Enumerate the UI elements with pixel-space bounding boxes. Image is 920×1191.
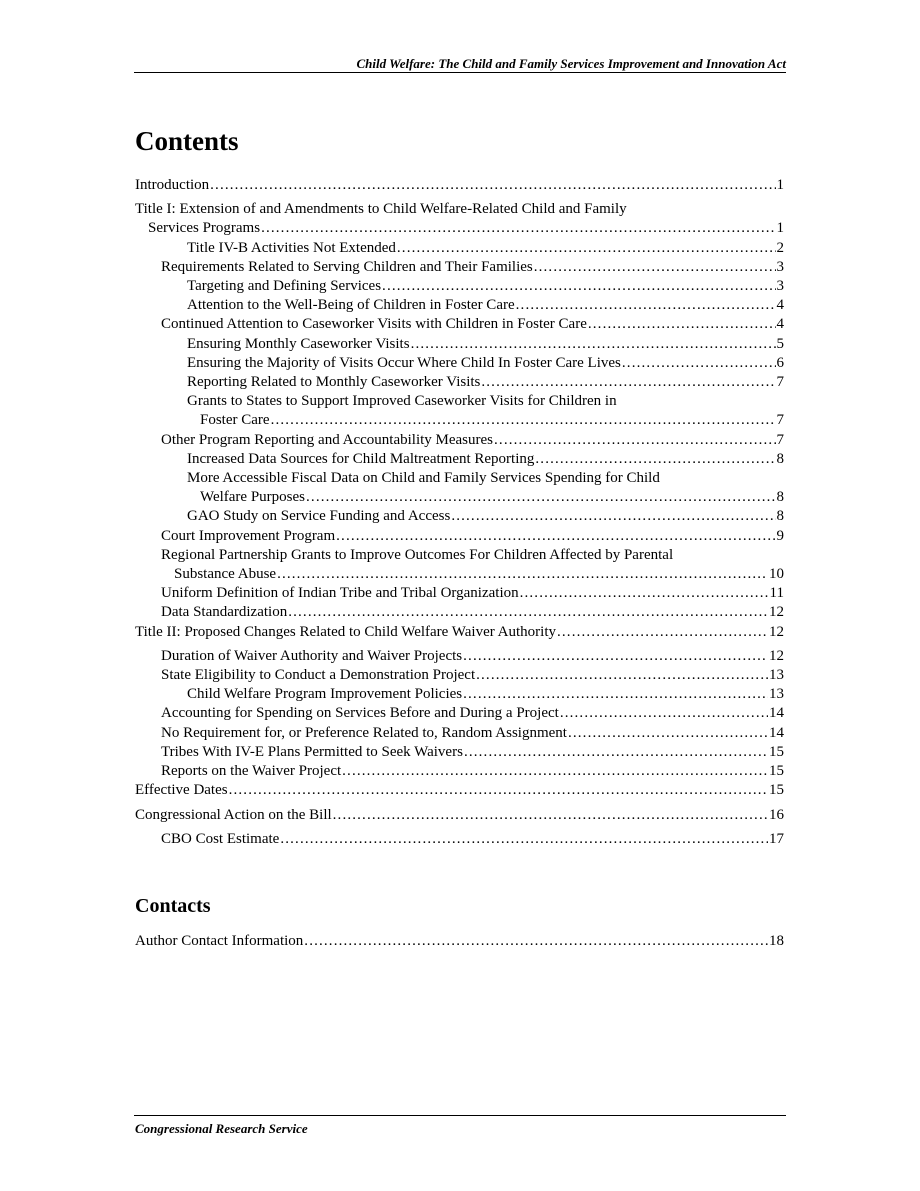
dot-leader: [622, 354, 776, 373]
toc-entry[interactable]: [135, 685, 784, 704]
toc-page-number: 17: [769, 830, 784, 847]
toc-entry[interactable]: [135, 546, 784, 584]
toc-entry[interactable]: [135, 724, 784, 743]
dot-leader: [588, 315, 776, 334]
toc-page-number: 11: [769, 585, 784, 602]
toc-page-number: 14: [769, 724, 784, 741]
toc-entry[interactable]: [135, 704, 784, 723]
toc-page-number: 10: [769, 566, 784, 583]
dot-leader: [476, 666, 768, 685]
dot-leader: [288, 603, 768, 622]
toc-entry-title: Continued Attention to Caseworker Visits with Children in Foster Care: [161, 316, 587, 333]
toc-entry-title: Court Improvement Program: [161, 527, 336, 544]
header-rule: [134, 72, 786, 73]
toc-page-number: 7: [776, 412, 784, 429]
toc-entry-title: Substance Abuse: [174, 566, 277, 583]
dot-leader: [306, 488, 775, 507]
dot-leader: [280, 830, 768, 849]
toc-entry-title: Reports on the Waiver Project: [161, 763, 342, 780]
toc-page-number: 15: [769, 743, 784, 760]
toc-entry-title: Title I: Extension of and Amendments to Child Welfare-Related Child and Family: [135, 201, 627, 218]
toc-entry-title: Grants to States to Support Improved Caseworker Visits for Children in: [187, 393, 617, 410]
toc-entry-title: No Requirement for, or Preference Related to, Random Assignment: [161, 724, 567, 741]
toc-page-number: 15: [769, 782, 784, 799]
dot-leader: [451, 507, 775, 526]
toc-page-number: 3: [776, 278, 784, 295]
toc-entry[interactable]: [135, 781, 784, 800]
dot-leader: [342, 762, 768, 781]
toc-entry-title: Uniform Definition of Indian Tribe and Tribal Organization: [161, 585, 519, 602]
toc-entry-title: Regional Partnership Grants to Improve Outcomes For Children Affected by Parental: [161, 546, 674, 563]
toc-entry-title: Data Standardization: [161, 604, 288, 621]
toc-entry[interactable]: [135, 762, 784, 781]
dot-leader: [336, 527, 775, 546]
contacts-list: [135, 932, 784, 951]
toc-entry-title: Services Programs: [148, 220, 261, 237]
toc-page-number: 3: [776, 258, 784, 275]
toc-entry[interactable]: [135, 603, 784, 622]
toc-page-number: 7: [776, 374, 784, 391]
dot-leader: [277, 565, 768, 584]
dot-leader: [304, 932, 768, 951]
toc-entry-title: Title IV-B Activities Not Extended: [187, 239, 396, 256]
toc-entry[interactable]: [135, 666, 784, 685]
dot-leader: [463, 647, 768, 666]
toc-entry-title: GAO Study on Service Funding and Access: [187, 508, 451, 525]
toc-page-number: 2: [776, 239, 784, 256]
toc-entry[interactable]: [135, 584, 784, 603]
toc-entry[interactable]: [135, 392, 784, 430]
toc-page-number: 16: [769, 806, 784, 823]
toc-page-number: 4: [776, 297, 784, 314]
table-of-contents: [135, 176, 784, 849]
dot-leader: [535, 450, 775, 469]
toc-page-number: 8: [776, 450, 784, 467]
dot-leader: [516, 296, 776, 315]
toc-entry-title: Reporting Related to Monthly Caseworker Visits: [187, 374, 481, 391]
running-header: Child Welfare: The Child and Family Services Improvement and Innovation Act: [356, 56, 786, 71]
dot-leader: [534, 258, 776, 277]
dot-leader: [261, 219, 775, 238]
toc-page-number: 1: [776, 177, 784, 193]
contents-title: Contents: [135, 126, 239, 156]
toc-entry[interactable]: [135, 258, 784, 277]
toc-page-number: 8: [776, 489, 784, 506]
dot-leader: [481, 373, 775, 392]
toc-entry-title: Tribes With IV-E Plans Permitted to Seek Waivers: [161, 743, 463, 760]
toc-entry-title: Accounting for Spending on Services Before and During a Project: [161, 705, 559, 722]
toc-page-number: 5: [776, 335, 784, 352]
dot-leader: [463, 685, 768, 704]
toc-entry[interactable]: [135, 354, 784, 373]
toc-entry[interactable]: [135, 200, 784, 238]
toc-entry-title: Ensuring Monthly Caseworker Visits: [187, 335, 410, 352]
dot-leader: [464, 743, 768, 762]
dot-leader: [494, 431, 775, 450]
toc-entry[interactable]: [135, 623, 784, 642]
dot-leader: [557, 623, 768, 642]
toc-entry-title: Welfare Purposes: [200, 489, 306, 506]
toc-page-number: 18: [769, 933, 784, 949]
toc-entry-title: Attention to the Well-Being of Children in Foster Care: [187, 297, 515, 314]
toc-page-number: 4: [776, 316, 784, 333]
contacts-title: Contacts: [135, 895, 211, 917]
running-footer: Congressional Research Service: [135, 1121, 308, 1136]
toc-page-number: 8: [776, 508, 784, 525]
toc-entry-title: Targeting and Defining Services: [187, 278, 382, 295]
toc-page-number: 15: [769, 763, 784, 780]
toc-entry-title: More Accessible Fiscal Data on Child and Family Services Spending for Child: [187, 470, 660, 487]
toc-entry-title: CBO Cost Estimate: [161, 830, 280, 847]
toc-page-number: 12: [769, 604, 784, 621]
toc-entry-title: State Eligibility to Conduct a Demonstration Project: [161, 667, 476, 684]
dot-leader: [520, 584, 769, 603]
toc-entry[interactable]: [135, 647, 784, 666]
toc-entry[interactable]: [135, 176, 784, 195]
toc-entry-title: Title II: Proposed Changes Related to Child Welfare Waiver Authority: [135, 623, 556, 640]
toc-page-number: 14: [769, 705, 784, 722]
dot-leader: [333, 806, 768, 825]
toc-page-number: 13: [769, 667, 784, 684]
toc-entry[interactable]: [135, 932, 784, 951]
dot-leader: [560, 704, 768, 723]
toc-page-number: 1: [776, 220, 784, 237]
toc-entry-title: Requirements Related to Serving Children and Their Families: [161, 258, 533, 275]
toc-entry[interactable]: [135, 507, 784, 526]
toc-entry-title: Author Contact Information: [135, 933, 304, 949]
toc-page-number: 12: [769, 647, 784, 664]
toc-entry[interactable]: [135, 469, 784, 507]
toc-entry-title: Foster Care: [200, 412, 270, 429]
toc-entry[interactable]: [135, 527, 784, 546]
toc-page-number: 12: [769, 623, 784, 640]
footer-rule: [134, 1115, 786, 1116]
dot-leader: [229, 781, 768, 800]
dot-leader: [568, 724, 768, 743]
dot-leader: [382, 277, 775, 296]
dot-leader: [210, 176, 775, 195]
toc-entry-title: Child Welfare Program Improvement Policies: [187, 686, 463, 703]
toc-entry-title: Introduction: [135, 177, 210, 193]
toc-page-number: 7: [776, 431, 784, 448]
toc-entry[interactable]: [135, 806, 784, 825]
dot-leader: [271, 411, 776, 430]
toc-entry[interactable]: [135, 335, 784, 354]
toc-entry[interactable]: [135, 743, 784, 762]
toc-entry[interactable]: [135, 277, 784, 296]
toc-entry[interactable]: [135, 296, 784, 315]
dot-leader: [397, 239, 776, 258]
toc-entry-title: Increased Data Sources for Child Maltreatment Reporting: [187, 450, 535, 467]
toc-entry-title: Ensuring the Majority of Visits Occur Where Child In Foster Care Lives: [187, 354, 621, 371]
toc-entry[interactable]: [135, 373, 784, 392]
dot-leader: [411, 335, 776, 354]
toc-entry[interactable]: [135, 450, 784, 469]
toc-entry[interactable]: [135, 431, 784, 450]
toc-entry-title: Congressional Action on the Bill: [135, 806, 332, 823]
toc-entry[interactable]: [135, 239, 784, 258]
toc-entry[interactable]: [135, 315, 784, 334]
toc-entry-title: Other Program Reporting and Accountability Measures: [161, 431, 494, 448]
toc-page-number: 9: [776, 527, 784, 544]
toc-entry[interactable]: [135, 830, 784, 849]
toc-page-number: 13: [769, 686, 784, 703]
toc-entry-title: Duration of Waiver Authority and Waiver Projects: [161, 647, 463, 664]
toc-entry-title: Effective Dates: [135, 782, 228, 799]
toc-page-number: 6: [776, 354, 784, 371]
